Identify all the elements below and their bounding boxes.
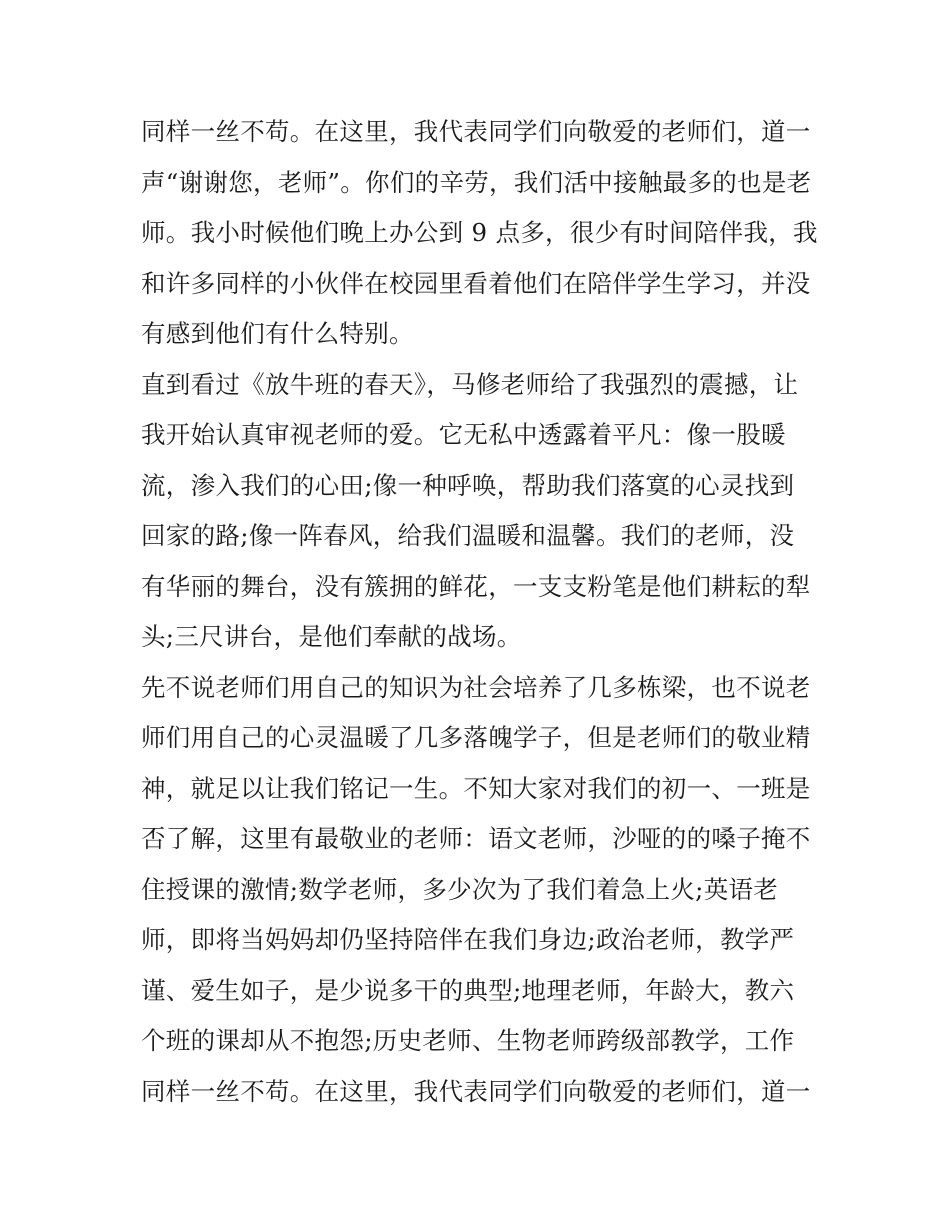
body-text — [141, 107, 821, 1117]
text-line: 回家的路;像一阵春风，给我们温暖和温馨。我们的老师，没 — [141, 521, 795, 550]
text-line: 师，即将当妈妈却仍坚持陪伴在我们身边;政治老师，教学严 — [141, 925, 795, 954]
text-line: 住授课的激情;数学老师，多少次为了我们着急上火;英语老 — [141, 874, 779, 904]
text-line: 同样一丝不苟。在这里，我代表同学们向敬爱的老师们，道一 — [141, 117, 811, 146]
text-line: 先不说老师们用自己的知识为社会培养了几多栋梁，也不说老 — [141, 672, 811, 702]
text-line: 声“谢谢您，老师”。你们的辛劳，我们活中接触最多的也是老 — [141, 167, 812, 197]
text-line: 直到看过《放牛班的春天》，马修老师给了我强烈的震撼，让 — [141, 369, 799, 399]
text-line: 和许多同样的小伙伴在校园里看着他们在陪伴学生学习，并没 — [141, 268, 811, 298]
text-line: 神，就足以让我们铭记一生。不知大家对我们的初一、一班是 — [141, 773, 811, 803]
text-line: 同样一丝不苟。在这里，我代表同学们向敬爱的老师们，道一 — [141, 1076, 811, 1106]
text-line: 师。我小时候他们晚上办公到 9 点多，很少有时间陪伴我，我 — [141, 218, 818, 247]
text-line: 个班的课却从不抱怨;历史老师、生物老师跨级部教学，工作 — [141, 1026, 795, 1055]
text-line: 流，渗入我们的心田;像一种呼唤，帮助我们落寞的心灵找到 — [141, 470, 795, 500]
text-line: 有华丽的舞台，没有簇拥的鲜花，一支支粉笔是他们耕耘的犁 — [141, 571, 811, 601]
text-line: 否了解，这里有最敬业的老师：语文老师，沙哑的的嗓子掩不 — [141, 824, 811, 853]
text-line: 谨、爱生如子，是少说多干的典型;地理老师，年龄大，教六 — [141, 975, 795, 1005]
text-line: 有感到他们有什么特别。 — [141, 319, 414, 348]
text-line: 我开始认真审视老师的爱。它无私中透露着平凡：像一股暖 — [141, 420, 786, 449]
text-line: 师们用自己的心灵温暖了几多落魄学子，但是老师们的敬业精 — [141, 723, 811, 752]
text-line: 头;三尺讲台，是他们奉献的战场。 — [141, 622, 522, 651]
